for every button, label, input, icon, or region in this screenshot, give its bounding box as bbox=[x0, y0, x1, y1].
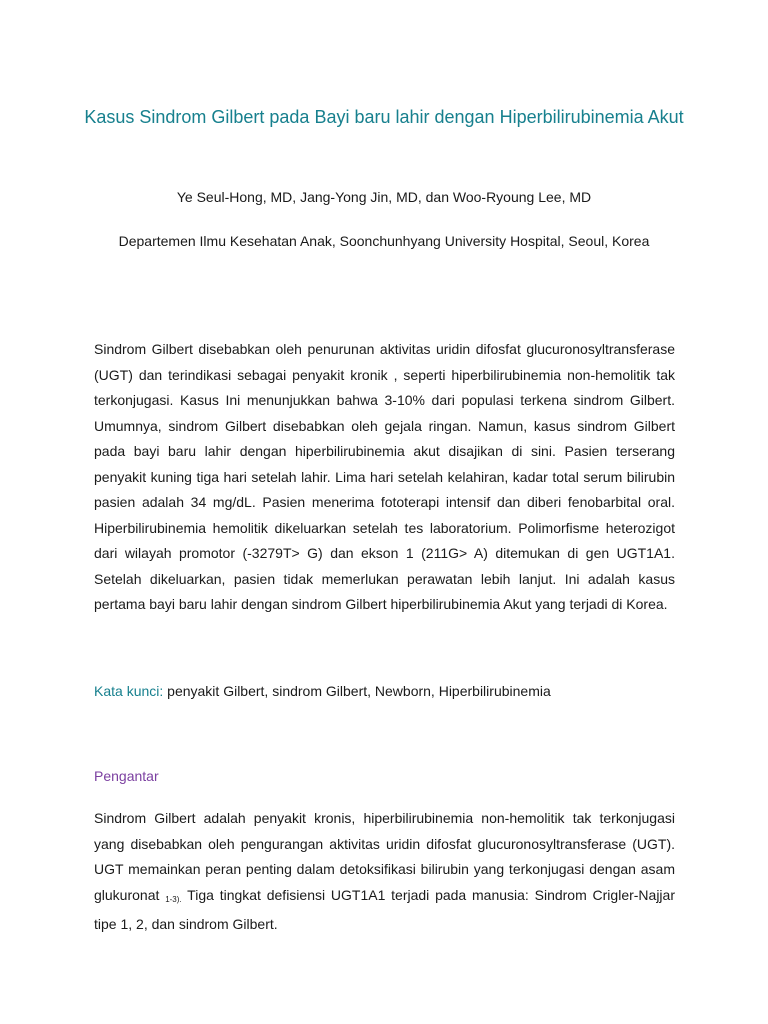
affiliation: Departemen Ilmu Kesehatan Anak, Soonchunhyang University Hospital, Seoul, Korea bbox=[118, 233, 650, 249]
keywords-label: Kata kunci: bbox=[94, 683, 164, 699]
keywords-line bbox=[94, 680, 675, 702]
abstract-paragraph: Sindrom Gilbert disebabkan oleh penurunan aktivitas uridin difosfat glucuronosyltransferase (UGT) dan terindikasi sebagai penyakit kronik , seperti hiperbilirubinemia non-hemolitik tak terkonjugasi. Kasus Ini menunjukkan bahwa 3-10% dari populasi terkena sindrom Gilbert. Umumnya, sindrom Gilbert disebabkan oleh gejala ringan. Namun, kasus sindrom Gilbert pada bayi baru lahir dengan hiperbilirubinemia akut disajikan di sini. Pasien terserang penyakit kuning tiga hari setelah lahir. Lima hari setelah kelahiran, kadar total serum bilirubin pasien adalah 34 mg/dL. Pasien menerima fototerapi intensif dan diberi fenobarbital oral. Hiperbilirubinemia hemolitik dikeluarkan setelah tes laboratorium. Polimorfisme heterozigot dari wilayah promotor (-3279T> G) dan ekson 1 (211G> A) ditemukan di gen UGT1A1. Setelah dikeluarkan, pasien tidak memerlukan perawatan lebih lanjut. Ini adalah kasus pertama bayi baru lahir dengan sindrom Gilbert hiperbilirubinemia Akut yang terjadi di Korea. bbox=[94, 341, 675, 612]
section-heading-intro: Pengantar bbox=[94, 768, 159, 784]
paper-title: Kasus Sindrom Gilbert pada Bayi baru lahir dengan Hiperbilirubinemia Akut bbox=[84, 107, 684, 127]
citation-reference: 1-3). bbox=[165, 894, 182, 904]
author-list: Ye Seul-Hong, MD, Jang-Yong Jin, MD, dan Woo-Ryoung Lee, MD bbox=[176, 189, 592, 205]
intro-text-part2: Tiga tingkat defisiensi UGT1A1 terjadi pada manusia: Sindrom Crigler-Najjar tipe 1, 2, dan sindrom Gilbert. bbox=[94, 886, 675, 932]
intro-paragraph bbox=[94, 806, 675, 938]
keywords-text: penyakit Gilbert, sindrom Gilbert, Newborn, Hiperbilirubinemia bbox=[163, 683, 551, 699]
intro-text-part1: Sindrom Gilbert adalah penyakit kronis, hiperbilirubinemia non-hemolitik tak terkonjugasi yang disebabkan oleh pengurangan aktivitas uridin difosfat glucuronosyltransferase (UGT). UGT memainkan peran penting dalam detoksifikasi bilirubin yang terkonjugasi dengan asam glukuronat bbox=[94, 810, 675, 903]
